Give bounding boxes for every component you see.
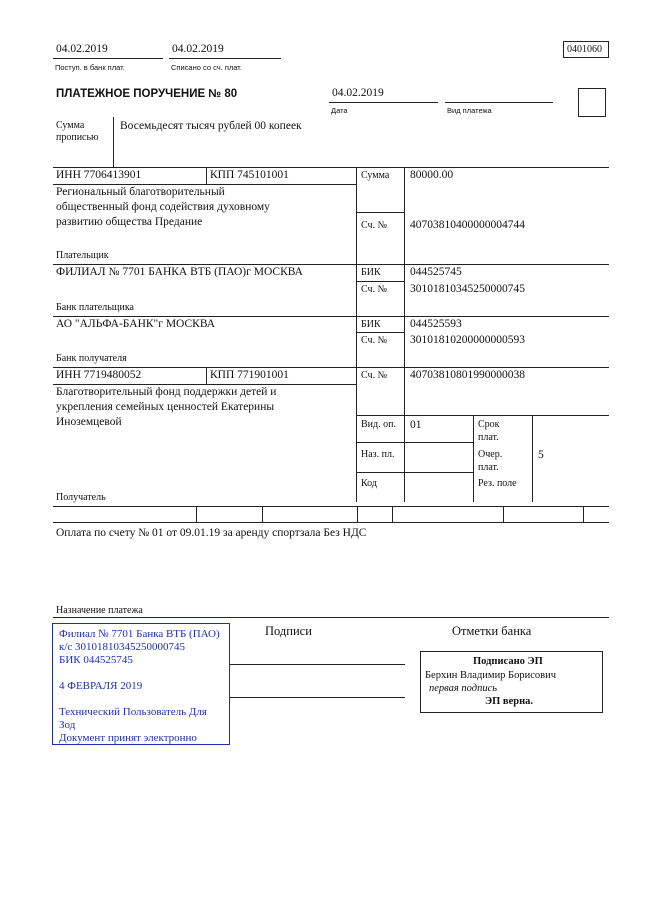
grid-line-3 [53, 264, 609, 265]
payer-label: Плательщик [56, 250, 109, 261]
grid-line-2 [53, 184, 356, 185]
grid-line-6 [53, 384, 356, 385]
amount-label: Сумма [361, 170, 390, 181]
recipient-name-line-1: Благотворительный фонд поддержки детей и [56, 386, 277, 398]
payer-account-label: Сч. № [361, 220, 388, 231]
grid-vline-kpp-payer [206, 167, 207, 184]
grid-line-rec-bik [356, 332, 404, 333]
bank-stamp [52, 623, 230, 745]
amount-words-label-1: Сумма [56, 120, 85, 131]
grid-vline-main [356, 167, 357, 502]
tax-vline-2 [262, 506, 263, 522]
order-date-label: Дата [331, 106, 348, 115]
stamp-spacer-2 [59, 693, 229, 706]
amount-words-label-2: прописью [56, 132, 99, 143]
received-date: 04.02.2019 [56, 43, 108, 55]
recipient-account-label: Сч. № [361, 370, 388, 381]
payer-bank-bik: 044525745 [410, 266, 462, 278]
payment-type-line [445, 102, 553, 103]
payer-bank-bik-label: БИК [361, 267, 381, 278]
tax-vline-6 [583, 506, 584, 522]
signatures-label: Подписи [265, 624, 312, 638]
payer-bank-account: 30101810345250000745 [410, 283, 525, 295]
grid-line-7 [356, 415, 609, 416]
payer-name-line-2: общественный фонд содействия духовному [56, 201, 270, 213]
signature-line-1 [230, 664, 405, 665]
bank-marks-label: Отметки банка [452, 624, 532, 638]
reserve-label: Рез. поле [478, 478, 517, 489]
recipient-name-line-3: Иноземцевой [56, 416, 122, 428]
op-type-value: 01 [410, 419, 422, 431]
recipient-bank-account-label: Сч. № [361, 335, 388, 346]
payer-account: 40703810400000004744 [410, 219, 525, 231]
e-signature-signer: Берхин Владимир Борисович [425, 670, 556, 681]
grid-vline-priority [532, 415, 533, 502]
received-label: Поступ. в банк плат. [55, 63, 125, 72]
e-signature-box [420, 651, 603, 713]
stamp-line-9: Документ принят электронно [59, 732, 197, 744]
payer-name-line-3: развитию общества Предание [56, 216, 203, 228]
payer-inn: ИНН 7706413901 [56, 169, 142, 181]
recipient-bank-name: АО "АЛЬФА-БАНК"г МОСКВА [56, 318, 216, 330]
payer-bank-label: Банк плательщика [56, 302, 134, 313]
recipient-label: Получатель [56, 492, 106, 503]
grid-line-8 [356, 442, 473, 443]
stamp-line-5: 4 ФЕВРАЛЯ 2019 [59, 680, 143, 692]
recipient-bank-bik: 044525593 [410, 318, 462, 330]
grid-line-9 [356, 472, 473, 473]
form-code: 0401060 [567, 44, 602, 55]
amount-words-value: Восемьдесят тысяч рублей 00 копеек [120, 120, 302, 132]
priority-value: 5 [538, 449, 544, 461]
grid-line-amount [356, 212, 404, 213]
stamp-line-7: Технический Пользователь Для [59, 706, 207, 718]
amount-words-divider [113, 117, 114, 167]
e-signature-verified: ЭП верна. [485, 696, 534, 707]
term-label-2: плат. [478, 432, 499, 443]
recipient-inn: ИНН 7719480052 [56, 369, 142, 381]
purpose-label: Назначение платежа [56, 605, 143, 616]
grid-line-10 [53, 506, 609, 507]
purpose-line [53, 617, 609, 618]
purpose-code-label: Наз. пл. [361, 449, 395, 460]
purpose-text: Оплата по счету № 01 от 09.01.19 за аренду спортзала Без НДС [56, 527, 367, 539]
received-date-line [53, 58, 163, 59]
recipient-bank-label: Банк получателя [56, 353, 127, 364]
recipient-name-line-2: укрепления семейных ценностей Екатерины [56, 401, 275, 413]
stamp-line-1: Филиал № 7701 Банка ВТБ (ПАО) [59, 628, 220, 640]
e-signature-title: Подписано ЭП [473, 656, 543, 667]
grid-vline-term [473, 415, 474, 502]
grid-vline-kpp-rec [206, 367, 207, 384]
payment-status-box [578, 88, 606, 117]
grid-vline-values [404, 167, 405, 502]
grid-line-11 [53, 522, 609, 523]
debited-date-line [169, 58, 281, 59]
grid-line-4 [53, 316, 609, 317]
stamp-spacer-1 [59, 667, 229, 680]
stamp-line-3: БИК 044525745 [59, 654, 133, 666]
payer-kpp: КПП 745101001 [210, 169, 289, 181]
grid-line-1 [53, 167, 609, 168]
tax-vline-1 [196, 506, 197, 522]
tax-vline-3 [357, 506, 358, 522]
page-title: ПЛАТЕЖНОЕ ПОРУЧЕНИЕ № 80 [56, 88, 238, 100]
recipient-bank-account: 30101810200000000593 [410, 334, 525, 346]
debited-date: 04.02.2019 [172, 43, 224, 55]
payer-name-line-1: Региональный благотворительный [56, 186, 225, 198]
recipient-kpp: КПП 771901001 [210, 369, 289, 381]
payer-bank-account-label: Сч. № [361, 284, 388, 295]
amount-value: 80000.00 [410, 169, 454, 181]
recipient-bank-bik-label: БИК [361, 319, 381, 330]
e-signature-role: первая подпись [429, 683, 498, 694]
grid-line-payer-bik [356, 281, 404, 282]
code-label: Код [361, 478, 377, 489]
order-date: 04.02.2019 [332, 87, 384, 99]
form-code-box [563, 41, 609, 58]
tax-vline-5 [503, 506, 504, 522]
debited-label: Списано со сч. плат. [171, 63, 242, 72]
tax-vline-4 [392, 506, 393, 522]
payer-bank-name: ФИЛИАЛ № 7701 БАНКА ВТБ (ПАО)г МОСКВА [56, 266, 303, 278]
grid-line-5 [53, 367, 609, 368]
order-date-line [329, 102, 438, 103]
priority-label-1: Очер. [478, 449, 503, 460]
payment-type-label: Вид платежа [447, 106, 492, 115]
op-type-label: Вид. оп. [361, 419, 396, 430]
signature-line-2 [230, 697, 405, 698]
term-label-1: Срок [478, 419, 500, 430]
recipient-account: 40703810801990000038 [410, 369, 525, 381]
stamp-line-8: Зод [59, 719, 76, 731]
priority-label-2: плат. [478, 462, 499, 473]
stamp-line-2: к/с 30101810345250000745 [59, 641, 186, 653]
